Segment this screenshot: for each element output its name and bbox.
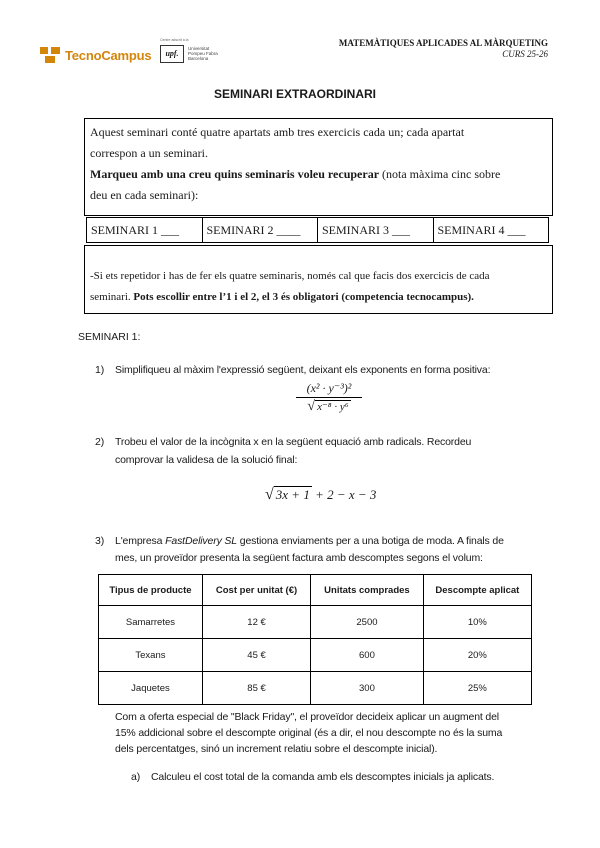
document-header — [339, 38, 548, 59]
question-3-line-2: mes, un proveïdor presenta la següent factura amb descomptes segons el volum: — [115, 552, 483, 564]
table-cell: 12 € — [202, 606, 310, 639]
upf-name — [188, 46, 218, 61]
page-title: SEMINARI EXTRAORDINARI — [213, 87, 376, 101]
instructions-normal: (nota màxima cinc sobre — [379, 167, 501, 181]
upf-badge: upf. — [160, 45, 184, 63]
formula-2-radicand: 3x + 1 — [275, 487, 310, 502]
upf-logo — [160, 38, 218, 63]
question-2-line-1: Trobeu el valor de la incògnita x en la següent equació amb radicals. Recordeu — [115, 436, 472, 448]
company-name: FastDelivery SL — [165, 535, 237, 547]
sqrt-symbol-2: √ — [265, 486, 274, 503]
table-cell: 20% — [423, 639, 531, 672]
offer-line-1: Com a oferta especial de "Black Friday", el proveïdor decideix aplicar un augment del — [115, 711, 499, 723]
instructions-line-2: correspon a un seminari. — [90, 146, 208, 160]
question-2-line-2: comprovar la validesa de la solució final: — [115, 454, 298, 466]
table-row — [99, 639, 532, 672]
table-cell: 25% — [423, 672, 531, 705]
repeater-note-bold: Pots escollir entre l’1 i el 2, el 3 és obligatori (competencia tecnocampus). — [133, 291, 474, 303]
formula-2 — [265, 486, 376, 504]
question-3-line-1 — [115, 533, 555, 549]
formula-2-rest: + 2 − x − 3 — [311, 487, 377, 502]
question-1-text: Simplifiqueu al màxim l'expressió següent, deixant els exponents en forma positiva: — [115, 364, 491, 376]
sqrt-symbol-1: √ — [307, 399, 316, 414]
instructions-line-4: deu en cada seminari): — [90, 188, 199, 202]
formula-1-radicand: x⁻⁸ · y⁶ — [317, 401, 349, 413]
tecnocampus-logo — [40, 47, 151, 63]
offer-line-3: dels percentatges, sinó un increment relatiu sobre el descompte inicial). — [115, 743, 438, 755]
instructions-box — [84, 118, 553, 216]
table-header: Cost per unitat (€) — [202, 575, 310, 606]
seminar-3-checkbox[interactable]: SEMINARI 3 ___ — [317, 217, 434, 243]
table-cell: 45 € — [202, 639, 310, 672]
repeater-note-normal: seminari. — [90, 291, 134, 303]
question-1-number: 1) — [95, 364, 105, 376]
course-year: CURS 25-26 — [502, 49, 548, 59]
seminar-selection-row — [87, 217, 549, 243]
subquestion-a-label: a) — [131, 771, 141, 783]
table-header: Unitats comprades — [311, 575, 424, 606]
formula-1-numerator: (x² · y⁻³)² — [306, 381, 352, 395]
seminar-4-checkbox[interactable]: SEMINARI 4 ___ — [433, 217, 550, 243]
section-label: SEMINARI 1: — [78, 331, 141, 343]
instructions-line-1: Aquest seminari conté quatre apartats amb tres exercicis cada un; cada apartat — [90, 125, 465, 139]
upf-line-2: Pompeu Fabra — [188, 51, 218, 56]
table-row — [99, 606, 532, 639]
table-cell: 300 — [311, 672, 424, 705]
subject-title: MATEMÀTIQUES APLICADES AL MÀRQUETING — [338, 38, 548, 48]
table-cell: Samarretes — [99, 606, 203, 639]
offer-line-2: 15% addicional sobre el descompte original (és a dir, el nou descompte no és la suma — [115, 727, 503, 739]
table-cell: Jaquetes — [99, 672, 203, 705]
table-cell: Texans — [99, 639, 203, 672]
upf-line-1: Universitat — [188, 46, 210, 51]
subquestion-a-text: Calculeu el cost total de la comanda amb els descomptes inicials ja aplicats. — [151, 771, 495, 783]
question-3-number: 3) — [95, 535, 105, 547]
question-3-post: gestiona enviaments per a una botiga de moda. A finals de — [236, 535, 504, 547]
seminar-2-checkbox[interactable]: SEMINARI 2 ____ — [202, 217, 319, 243]
upf-line-3: Barcelona — [188, 56, 209, 61]
table-cell: 10% — [423, 606, 531, 639]
table-row — [99, 672, 532, 705]
table-cell: 600 — [311, 639, 424, 672]
formula-1-denominator — [296, 398, 362, 416]
instructions-line-3 — [90, 164, 547, 185]
formula-1 — [296, 381, 362, 416]
upf-top-text: Centre adscrit a la — [160, 38, 189, 42]
invoice-table — [98, 574, 532, 705]
table-header-row — [99, 575, 532, 606]
instructions-bold: Marqueu amb una creu quins seminaris voleu recuperar — [90, 167, 380, 181]
seminar-1-checkbox[interactable]: SEMINARI 1 ___ — [86, 217, 203, 243]
repeater-note-line-2 — [90, 287, 547, 308]
repeater-note-box — [84, 245, 553, 314]
tecnocampus-brand-name: TecnoCampus — [65, 47, 152, 63]
table-header: Descompte aplicat — [423, 575, 531, 606]
table-header: Tipus de producte — [99, 575, 203, 606]
table-cell: 85 € — [202, 672, 310, 705]
table-cell: 2500 — [311, 606, 424, 639]
repeater-note-line-1: -Si ets repetidor i has de fer els quatre seminaris, només cal que facis dos exercicis de cada — [90, 270, 490, 282]
tecnocampus-mark-icon — [40, 47, 60, 63]
question-2-number: 2) — [95, 436, 105, 448]
question-3-pre: L'empresa — [115, 535, 166, 547]
